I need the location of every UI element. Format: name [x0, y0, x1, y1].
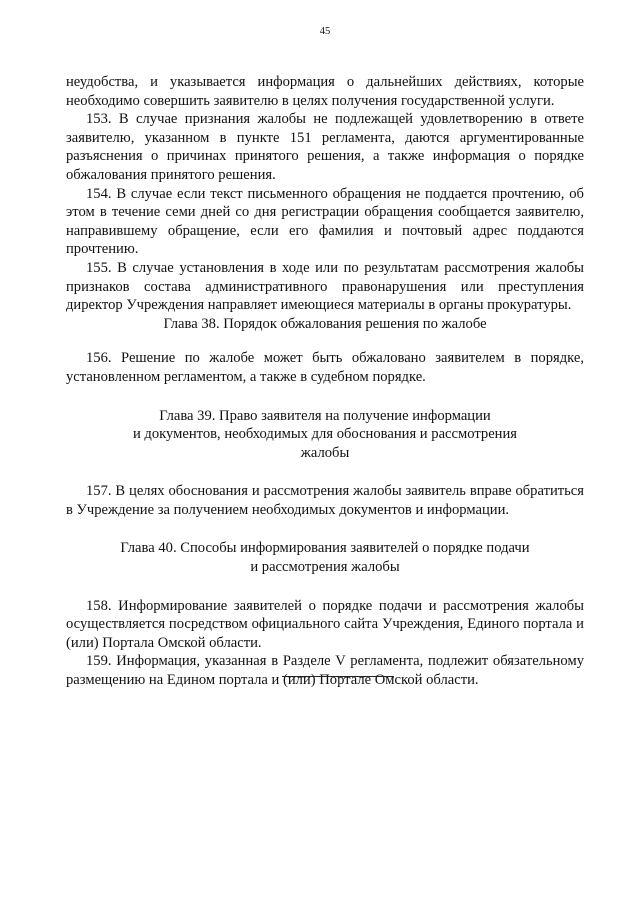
chapter-39-heading-line: и документов, необходимых для обоснования и рассмотрения [132, 426, 518, 443]
paragraph-154: 154. В случае если текст письменного обращения не поддается прочтению, об этом в течение семи дней со дня регистрации обращения сообщается заявителю, направившему обращение, если его фамилия и почтовый адрес поддаются прочтению. [66, 185, 584, 258]
paragraph-157: 157. В целях обоснования и рассмотрения жалобы заявитель вправе обратиться в Учреждение за получением необходимых документов и информации. [66, 483, 584, 518]
paragraph-158: 158. Информирование заявителей о порядке подачи и рассмотрения жалобы осуществляется посредством официального сайта Учреждения, Единого портала и (или) Портала Омской области. [66, 597, 584, 651]
paragraph-156: 156. Решение по жалобе может быть обжаловано заявителем в порядке, установленном регламентом, а также в судебном порядке. [66, 350, 584, 385]
chapter-39-heading-line: жалобы [300, 444, 350, 461]
paragraph-continuation: неудобства, и указывается информация о дальнейших действиях, которые необходимо совершить заявителю в целях получения государственной услуги. [66, 74, 584, 109]
chapter-39-heading-line: Глава 39. Право заявителя на получение информации [159, 407, 491, 424]
chapter-38-heading: Глава 38. Порядок обжалования решения по жалобе [163, 315, 487, 332]
paragraph-159: 159. Информация, указанная в Разделе V регламента, подлежит обязательному размещению на Едином портала и (или) Портале Омской области. [66, 653, 584, 689]
paragraph-153: 153. В случае признания жалобы не подлежащей удовлетворению в ответе заявителю, указанном в пункте 151 регламента, даются аргументированные разъяснения о причинах принятого решения, а также информация о порядке обжалования принятого решения. [66, 111, 584, 183]
page-number: 45 [319, 26, 331, 37]
document-body [66, 73, 584, 690]
chapter-39-heading [66, 407, 584, 463]
chapter-40-heading-line: и рассмотрения жалобы [250, 559, 400, 576]
paragraph-155: 155. В случае установления в ходе или по результатам рассмотрения жалобы признаков состава административного правонарушения или преступления директор Учреждения направляет имеющиеся материалы в органы прокуратуры. [66, 259, 584, 314]
end-of-document-rule [282, 676, 394, 677]
chapter-40-heading-line: Глава 40. Способы информирования заявителей о порядке подачи [120, 540, 530, 557]
document-page [66, 0, 584, 905]
chapter-40-heading [66, 539, 584, 576]
